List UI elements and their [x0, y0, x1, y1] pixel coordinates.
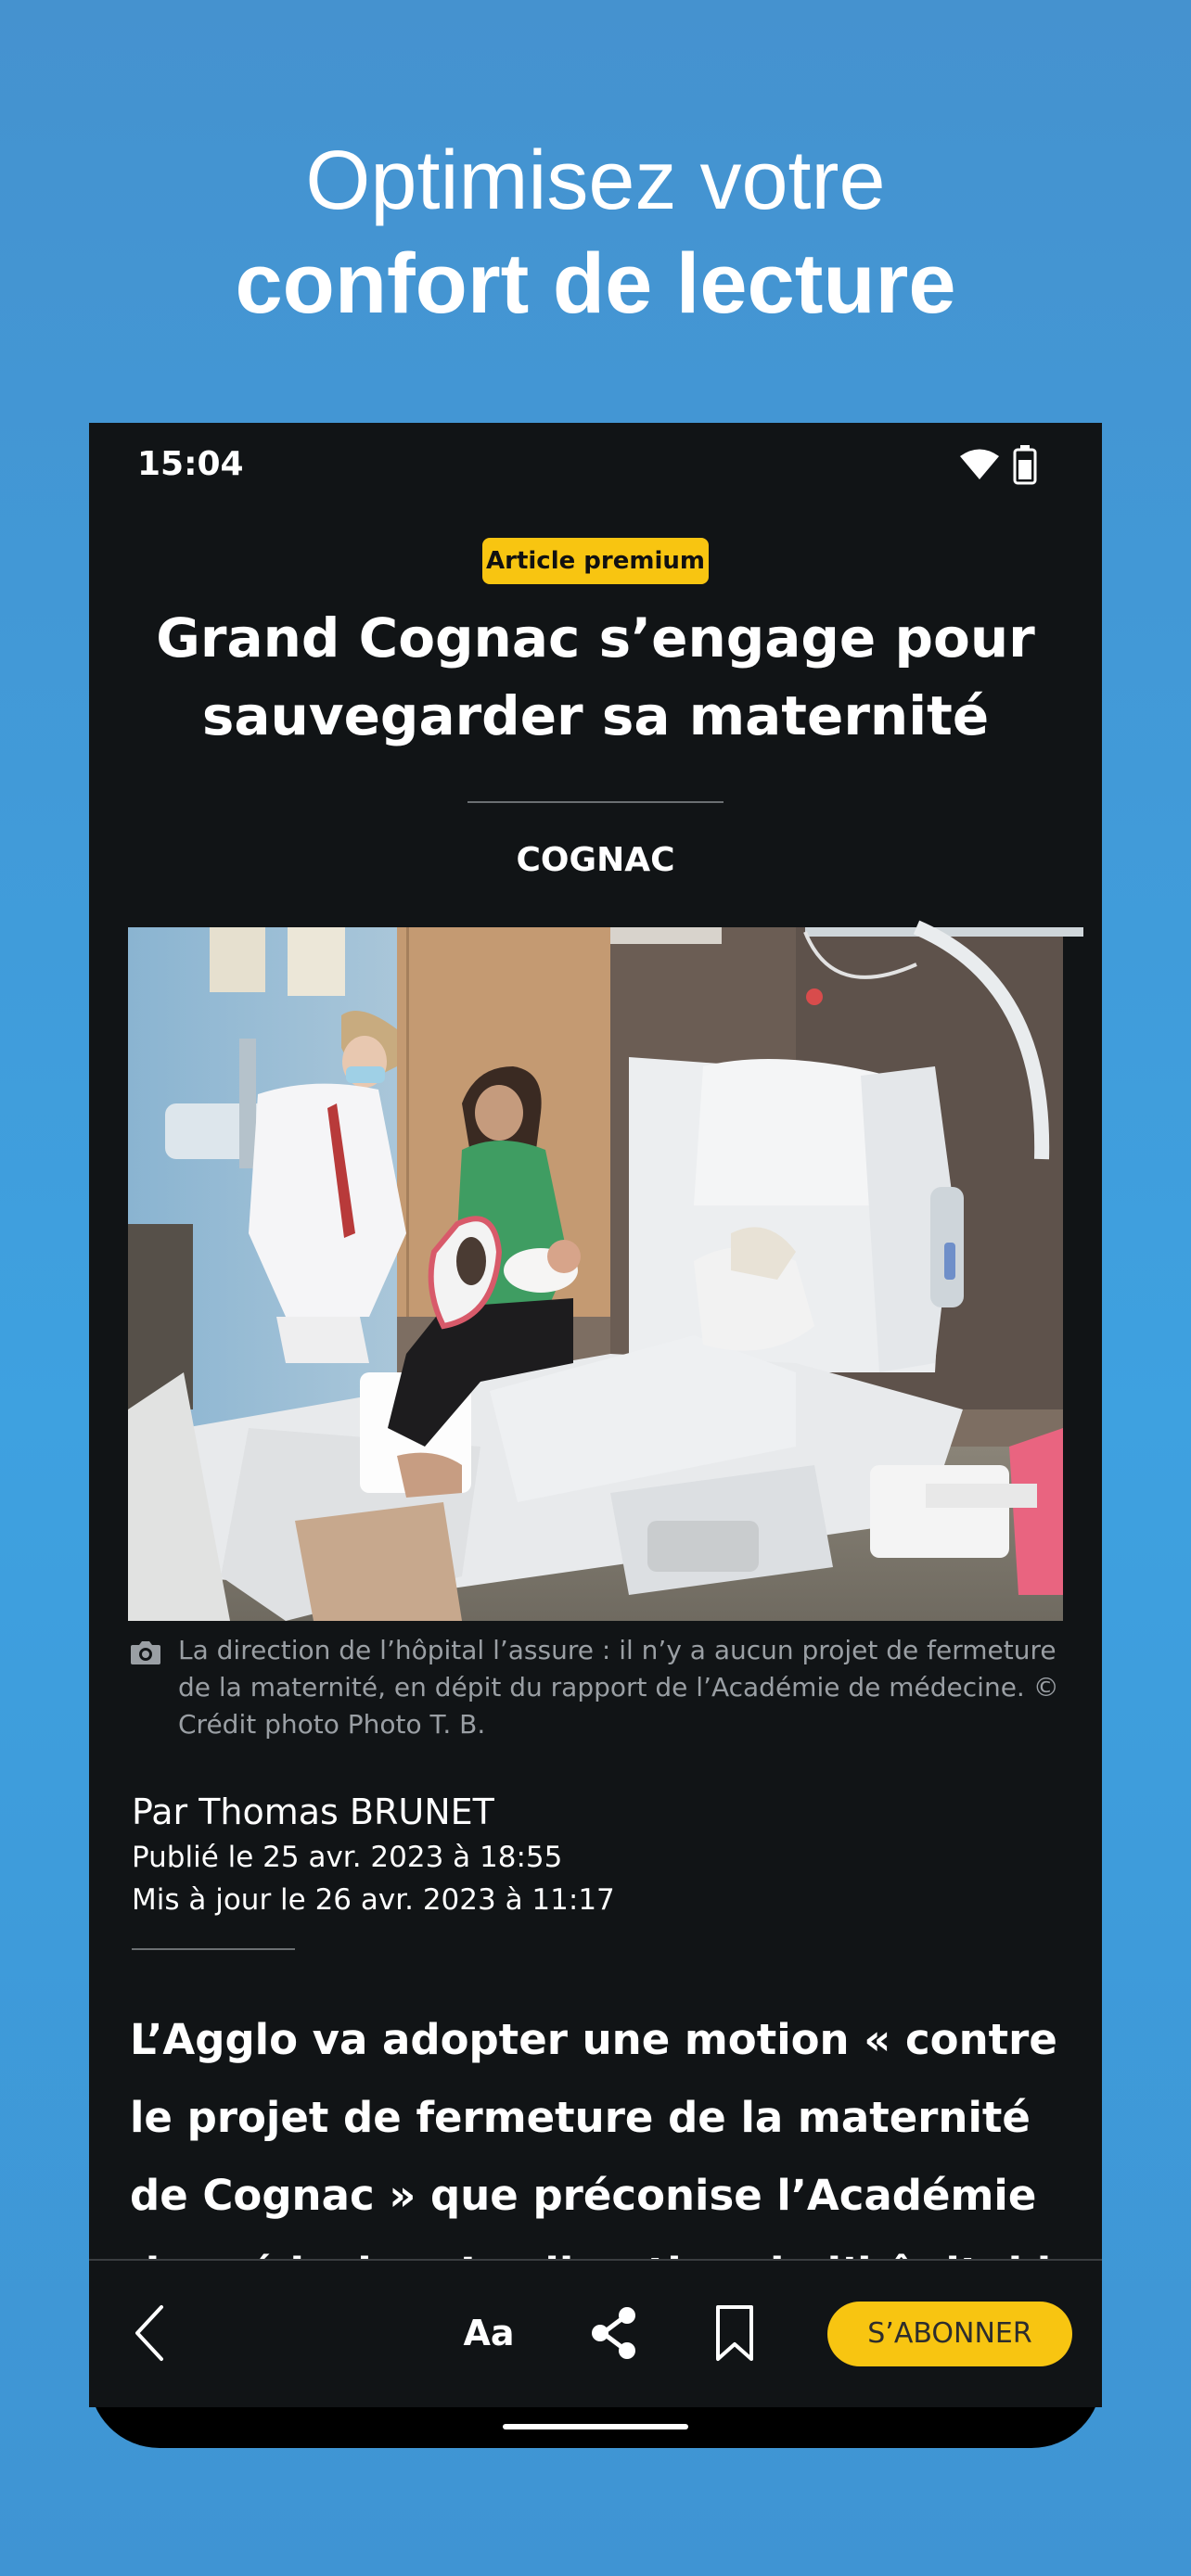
premium-badge: Article premium [482, 538, 709, 584]
photo-caption: La direction de l’hôpital l’assure : il n’y a aucun projet de fermeture de la maternité, en dépit du rapport de l’Académie de médecine. © Crédit photo Photo T. B. [178, 1635, 1059, 1740]
hospital-room-photo [128, 927, 1063, 1621]
headline-divider [467, 801, 724, 803]
camera-icon [130, 1639, 161, 1665]
promo-line-1: Optimisez votre [305, 134, 886, 227]
status-icons [959, 441, 1037, 488]
promo-title [0, 130, 1191, 336]
article-headline: Grand Cognac s’engage pour sauvegarder sa maternité [156, 606, 1035, 747]
font-size-button[interactable]: Aa [463, 2313, 515, 2353]
subscribe-button[interactable]: S’ABONNER [827, 2302, 1072, 2366]
battery-icon [1013, 445, 1037, 484]
chevron-left-icon[interactable] [126, 2303, 173, 2363]
bottom-toolbar [89, 2259, 1102, 2407]
share-icon[interactable] [584, 2303, 644, 2363]
published-date: Publié le 25 avr. 2023 à 18:55 [132, 1841, 563, 1874]
article-lead: L’Agglo va adopter une motion « contre le projet de fermeture de la maternité de Cognac » que préconise l’Académie [130, 2015, 1057, 2220]
updated-date: Mis à jour le 26 avr. 2023 à 11:17 [132, 1883, 615, 1917]
article-screen [89, 423, 1102, 2405]
section-label[interactable]: COGNAC [516, 841, 675, 879]
byline-divider [132, 1948, 295, 1950]
wifi-icon [959, 448, 1000, 481]
home-indicator[interactable] [503, 2424, 688, 2429]
promo-line-2: confort de lecture [235, 236, 956, 331]
status-time: 15:04 [137, 445, 244, 483]
bookmark-icon[interactable] [712, 2303, 757, 2363]
article-photo[interactable] [128, 927, 1063, 1621]
phone-frame [89, 423, 1102, 2448]
author-byline: Par Thomas BRUNET [132, 1792, 494, 1832]
